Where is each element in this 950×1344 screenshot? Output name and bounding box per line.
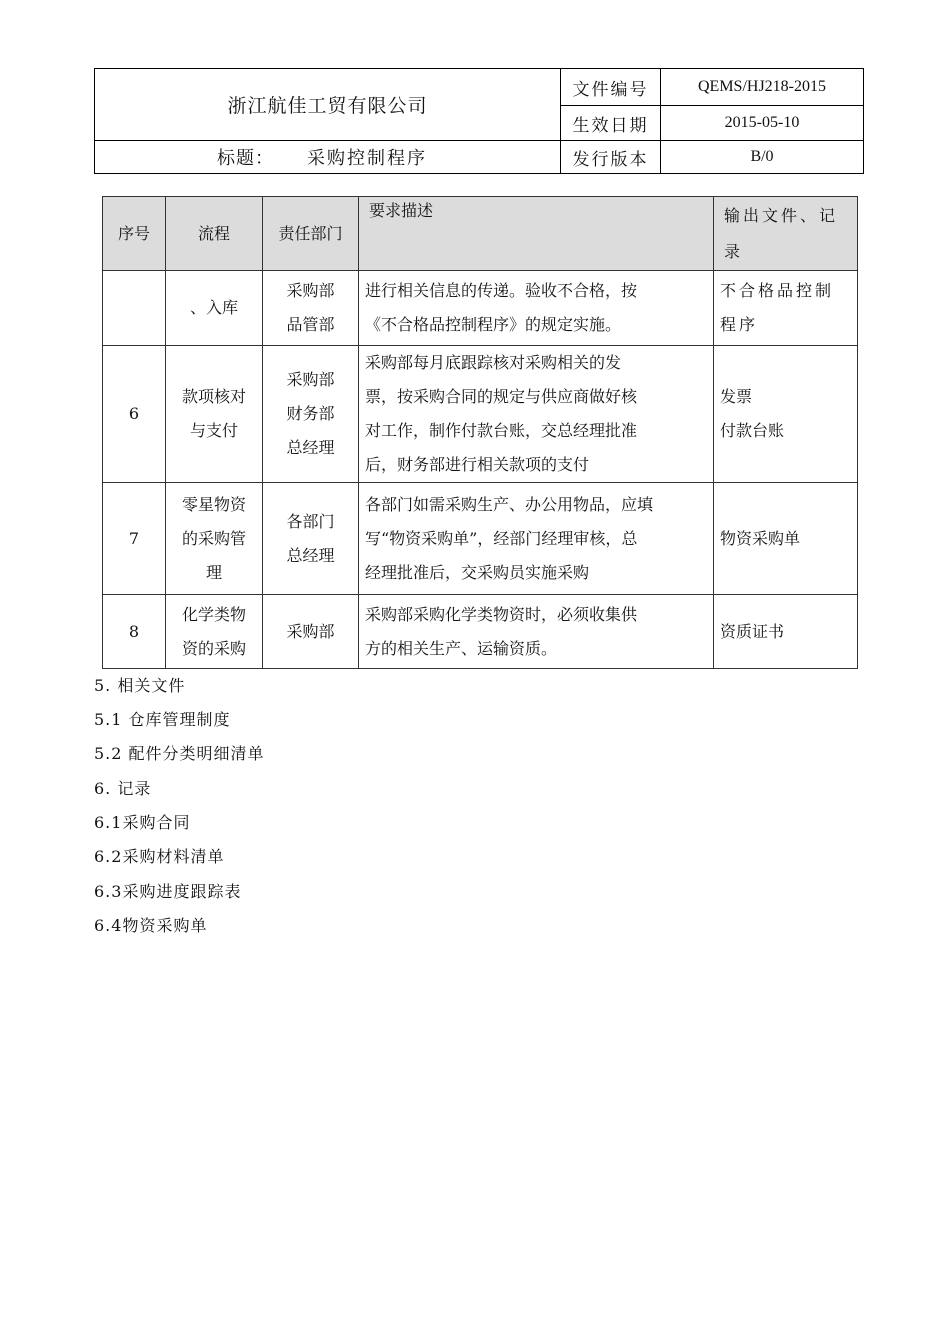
document-header	[94, 68, 864, 174]
row-dept	[263, 271, 359, 346]
section-item: 5.2 配件分类明细清单	[94, 744, 265, 763]
desc-line: 采购部每月底跟踪核对采购相关的发	[365, 353, 622, 372]
table-row	[103, 595, 858, 669]
dept-line: 采购部	[286, 621, 335, 641]
title-label: 标题：	[217, 148, 274, 169]
row-dept	[263, 346, 359, 483]
row-dept	[263, 595, 359, 669]
version: B/0	[750, 148, 774, 165]
flow-line: 与支付	[189, 421, 238, 440]
flow-line: 化学类物	[181, 604, 246, 624]
effective-date-label: 生效日期	[572, 115, 649, 136]
row-output	[714, 483, 858, 595]
flow-line: 资的采购	[181, 638, 246, 658]
dept-line: 各部门	[286, 511, 335, 531]
row-flow	[166, 346, 263, 483]
row-output	[714, 595, 858, 669]
flow-line: 、入库	[189, 298, 238, 317]
procedure-table	[102, 196, 858, 669]
row-seq: 6	[103, 346, 166, 483]
output-line: 资质证书	[720, 621, 785, 641]
desc-line: 写“物资采购单”，经部门经理审核，总	[365, 528, 638, 548]
section-item: 5.1 仓库管理制度	[94, 710, 231, 729]
row-flow	[166, 595, 263, 669]
dept-line: 采购部	[286, 281, 335, 300]
col-header-output-line: 输出文件、记	[724, 205, 839, 225]
row-seq: 7	[103, 483, 166, 595]
dept-line: 采购部	[286, 370, 335, 389]
output-line: 程序	[720, 315, 759, 334]
table-row	[103, 346, 858, 483]
company-name: 浙江航佳工贸有限公司	[227, 95, 428, 117]
desc-line: 各部门如需采购生产、办公用物品，应填	[365, 494, 654, 514]
desc-line: 进行相关信息的传递。验收不合格，按	[365, 281, 638, 300]
desc-line: 《不合格品控制程序》的规定实施。	[365, 315, 622, 334]
col-header-output	[714, 197, 858, 271]
flow-line: 款项核对	[181, 387, 246, 406]
section-item: 6.1采购合同	[94, 813, 191, 832]
output-line: 付款台账	[720, 421, 785, 440]
section-item: 6.3采购进度跟踪表	[94, 882, 242, 901]
section-item: 6.2采购材料清单	[94, 847, 225, 866]
section-item: 6.4物资采购单	[94, 916, 208, 935]
doc-number-label: 文件编号	[572, 79, 649, 100]
flow-line: 理	[205, 562, 222, 582]
desc-line: 经理批准后，交采购员实施采购	[365, 562, 590, 582]
table-header-row	[103, 197, 858, 271]
desc-line: 后，财务部进行相关款项的支付	[365, 455, 590, 474]
row-desc	[359, 483, 714, 595]
version-label: 发行版本	[572, 149, 649, 170]
col-header-desc: 要求描述	[359, 197, 714, 271]
flow-line: 的采购管	[181, 528, 246, 548]
dept-line: 财务部	[286, 404, 335, 423]
desc-line: 方的相关生产、运输资质。	[365, 638, 558, 658]
output-line: 物资采购单	[720, 528, 801, 548]
table-row	[103, 483, 858, 595]
document-title: 采购控制程序	[307, 148, 427, 169]
dept-line: 总经理	[286, 438, 335, 457]
dept-line: 品管部	[286, 315, 335, 334]
col-header-flow: 流程	[166, 197, 263, 271]
col-header-output-line: 录	[724, 241, 744, 261]
effective-date: 2015-05-10	[724, 114, 800, 131]
row-desc	[359, 271, 714, 346]
row-flow	[166, 271, 263, 346]
section-heading-records: 6. 记录	[94, 779, 152, 798]
section-heading-related-docs: 5. 相关文件	[94, 676, 186, 695]
row-seq	[103, 271, 166, 346]
row-dept	[263, 483, 359, 595]
row-seq: 8	[103, 595, 166, 669]
output-line: 发票	[720, 387, 753, 406]
dept-line: 总经理	[286, 545, 335, 565]
row-output	[714, 271, 858, 346]
flow-line: 零星物资	[181, 494, 246, 514]
row-desc	[359, 595, 714, 669]
row-output	[714, 346, 858, 483]
row-flow	[166, 483, 263, 595]
row-desc	[359, 346, 714, 483]
desc-line: 票，按采购合同的规定与供应商做好核	[365, 387, 638, 406]
col-header-seq: 序号	[103, 197, 166, 271]
output-line: 不合格品控制	[720, 281, 835, 300]
doc-number: QEMS/HJ218-2015	[697, 78, 826, 95]
desc-line: 对工作，制作付款台账，交总经理批准	[365, 421, 638, 440]
table-row	[103, 271, 858, 346]
col-header-dept: 责任部门	[263, 197, 359, 271]
desc-line: 采购部采购化学类物资时，必须收集供	[365, 604, 638, 624]
